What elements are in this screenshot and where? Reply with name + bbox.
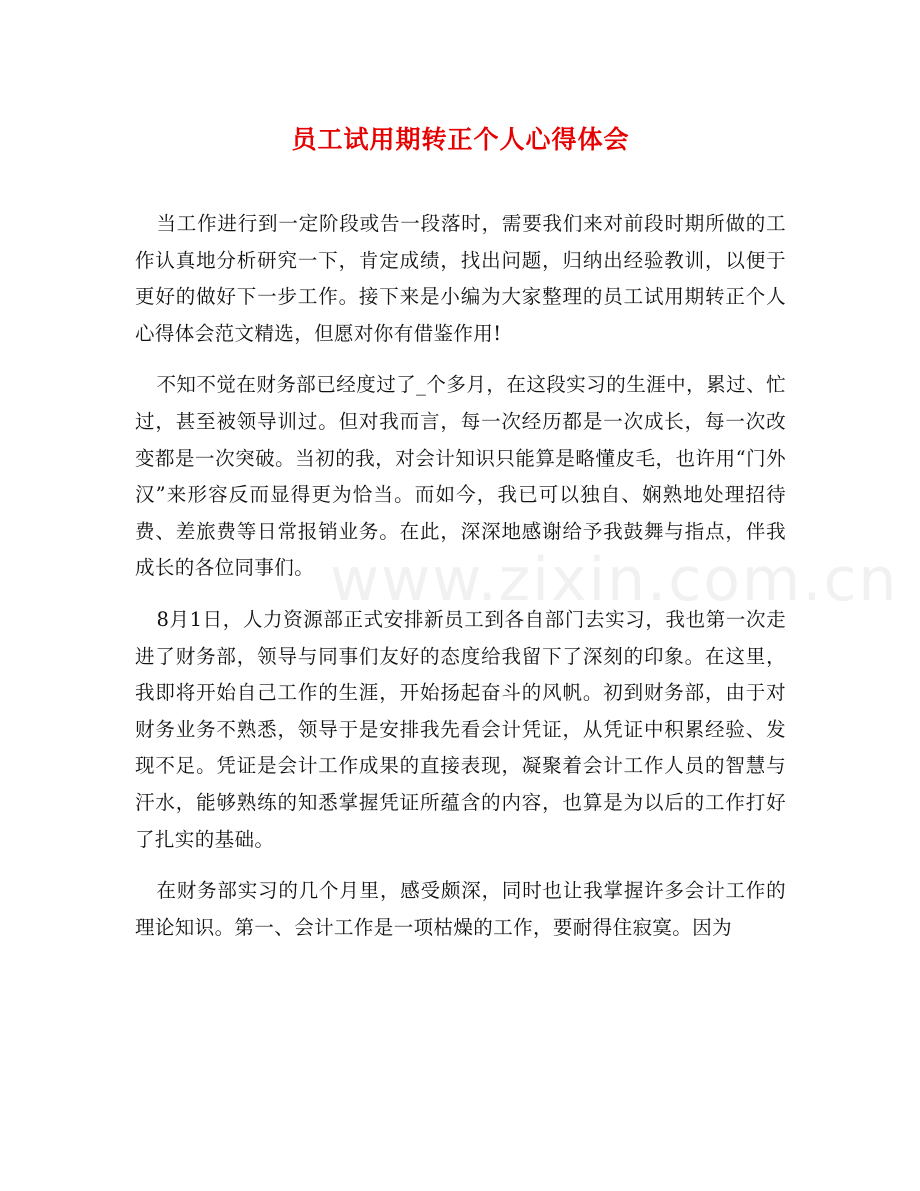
paragraph-first-day: 8月1日，人力资源部正式安排新员工到各自部门去实习，我也第一次走进了财务部，领导与同事们友好的态度给我留下了深刻的印象。在这里，我即将开始自己工作的生涯，开始扬起奋斗的风帆。初到财务部，由于对财务业务不熟悉，领导于是安排我先看会计凭证，从凭证中积累经验、发现不足。凭证是会计工作成果的直接表现，凝聚着会计工作人员的智慧与汗水，能够熟练的知悉掌握凭证所蕴含的内容，也算是为以后的工作打好了扎实的基础。 (135, 607, 786, 851)
paragraph-reflection: 在财务部实习的几个月里，感受颇深，同时也让我掌握许多会计工作的理论知识。第一、会计工作是一项枯燥的工作，要耐得住寂寞。因为 (135, 879, 786, 939)
document-title: 员工试用期转正个人心得体会 (291, 125, 630, 154)
document-body (135, 206, 899, 946)
paragraph-finance-experience: 不知不觉在财务部已经度过了_个多月，在这段实习的生涯中，累过、忙过，甚至被领导训过。但对我而言，每一次经历都是一次成长，每一次改变都是一次突破。当初的我，对会计知识只能算是略懂皮毛，也许用“门外汉”来形容反而显得更为恰当。而如今，我已可以独自、娴熟地处理招待费、差旅费等日常报销业务。在此，深深地感谢给予我鼓舞与指点，伴我成长的各位同事们。 (135, 373, 786, 580)
paragraph-intro: 当工作进行到一定阶段或告一段落时，需要我们来对前段时期所做的工作认真地分析研究一下，肯定成绩，找出问题，归纳出经验教训，以便于更好的做好下一步工作。接下来是小编为大家整理的员工试用期转正个人心得体会范文精选，但愿对你有借鉴作用! (135, 212, 786, 345)
watermark-text: www.zixin.com.cn (330, 545, 899, 615)
